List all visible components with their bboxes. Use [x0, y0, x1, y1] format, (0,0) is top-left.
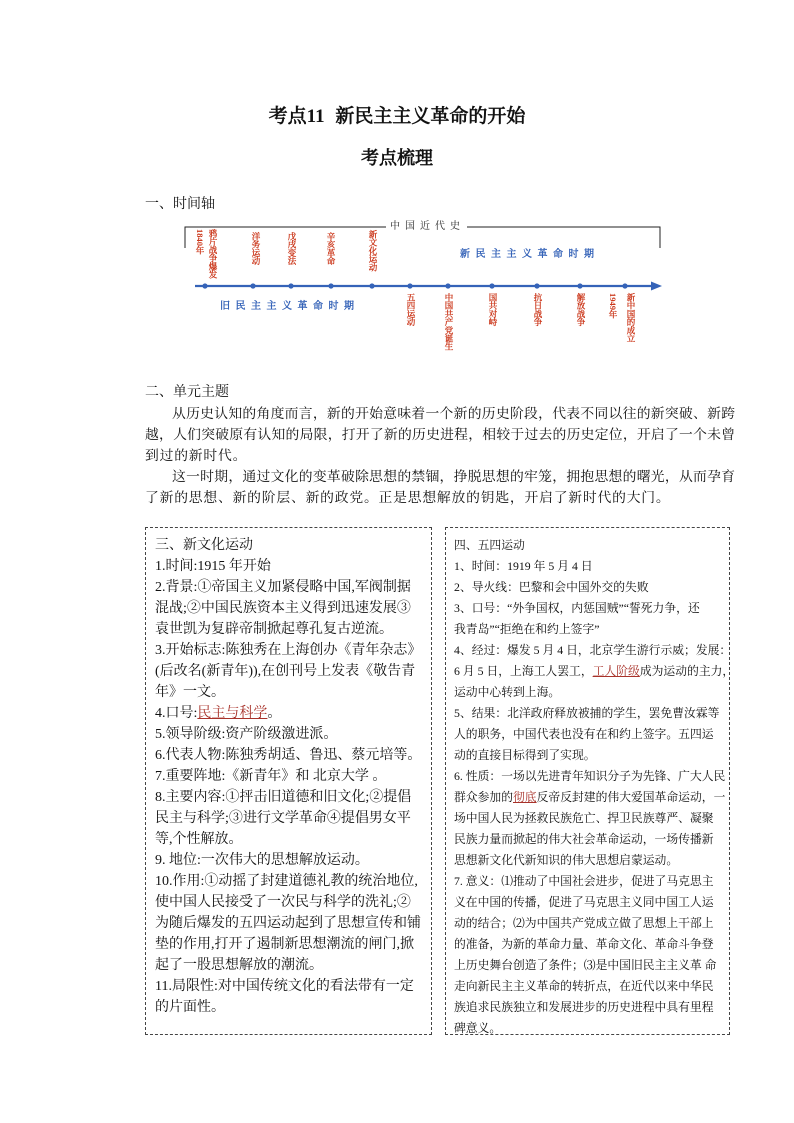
- box-line: 3、口号：“外争国权，内惩国贼”“誓死力争，还: [454, 600, 700, 615]
- timeline-event-xinhai-revolution: 辛亥革命: [326, 232, 336, 265]
- line-text: 群众参加的: [454, 789, 513, 804]
- box-line: 7. 意义：⑴推动了中国社会进步，促进了马克思主: [454, 873, 714, 888]
- timeline-event-kmt-cpc-confrontation: 国共对峙: [488, 293, 498, 326]
- box-line: 6. 性质：一场以先进青年知识分子为先锋、广大人民: [454, 768, 726, 783]
- box-line: 上历史舞台创造了条件；⑶是中国旧民主主义革 命: [454, 957, 717, 972]
- paragraph-line: 了新的思想、新的阶层、新的政党。正是思想解放的钥匙，开启了新时代的大门。: [145, 490, 671, 505]
- timeline-dot: [202, 283, 207, 288]
- box-line: 4、经过：爆发 5 月 4 日，北京学生游行示威；发展：: [454, 642, 732, 657]
- section-heading-unit-theme: 二、单元主题: [145, 385, 229, 400]
- timeline-dot: [250, 283, 255, 288]
- may-fourth-movement-box: [445, 527, 735, 1035]
- box-line: 动的直接目标得到了实现。: [454, 747, 596, 762]
- line-text: 6 月 5 日，上海工人罢工，: [454, 663, 593, 678]
- box-line: 义在中国的传播，促进了马克思主义同中国工人运: [454, 894, 714, 909]
- box-line: 为随后爆发的五四运动起到了思想宣传和铺: [155, 915, 421, 931]
- box-line: 民主与科学;③进行文学革命④提倡男女平: [155, 810, 411, 826]
- paragraph-line: 从历史认知的角度而言，新的开始意味着一个新的历史阶段，代表不同以往的新突破、新跨: [172, 406, 735, 421]
- box-line: 混战;②中国民族资本主义得到迅速发展③: [155, 600, 411, 616]
- box-line: [155, 703, 428, 724]
- line-text: 4.口号:: [155, 705, 198, 721]
- box-heading: 三、新文化运动: [155, 537, 253, 553]
- paragraph-line: 这一时期，通过文化的变革破除思想的禁锢，挣脱思想的牢笼，拥抱思想的曙光，从而孕育: [172, 469, 735, 484]
- box-line: 思想新文化代新知识的伟大思想启蒙运动。: [454, 852, 679, 867]
- box-line: 人的职务，中国代表也没有在和约上签字。五四运: [454, 726, 714, 741]
- timeline-event-reform-1898: 戊戌变法: [287, 232, 297, 265]
- box-line: 我青岛”“拒绝在和约上签字”: [454, 621, 600, 636]
- box-line: 5.领导阶级:资产阶级激进派。: [155, 726, 338, 742]
- box-line: 1、时间：1919 年 5 月 4 日: [454, 558, 593, 573]
- timeline-event-opium-war: 鸦片战争爆发: [208, 229, 218, 279]
- unit-theme-text: [145, 403, 735, 508]
- box-line: 的准备，为新的革命力量、革命文化、革命斗争登: [454, 936, 714, 951]
- timeline-event-liberation-war: 解放战争: [576, 293, 586, 326]
- timeline-dot: [445, 283, 450, 288]
- timeline-dot: [288, 283, 293, 288]
- timeline-dot: [534, 283, 539, 288]
- page-subtitle: 考点梳理: [361, 148, 433, 168]
- timeline-event-cpc-founded: 中国共产党诞生: [444, 293, 454, 351]
- timeline-event-self-strengthening: 洋务运动: [251, 232, 261, 265]
- period-label-new-democratic: 新民主主义革命时期: [460, 249, 600, 260]
- box-line: 1.时间:1915 年开始: [155, 558, 271, 574]
- box-line: [454, 787, 726, 808]
- box-line: 袁世凯为复辟帝制掀起尊孔复古逆流。: [155, 621, 393, 637]
- box-line: 运动中心转到上海。: [454, 684, 561, 699]
- box-line: (后改名(新青年)),在创刊号上发表《敬告青: [155, 663, 416, 679]
- box-line: 2.背景:①帝国主义加紧侵略中国,军阀制据: [155, 579, 411, 595]
- timeline-dot: [328, 283, 333, 288]
- box-line: 等,个性解放。: [155, 831, 243, 847]
- box-line: 年》一文。: [155, 684, 225, 700]
- paragraph-line: 越，人们突破原有认知的局限，打开了新的历史进程，相较于过去的历史定位，开启了一个未曾: [145, 427, 735, 442]
- box-line: [454, 661, 735, 682]
- box-line: 10.作用:①动摇了封建道德礼教的统治地位,: [155, 873, 418, 889]
- box-line: 7.重要阵地:《新青年》和 北京大学 。: [155, 768, 387, 784]
- box-line: 3.开始标志:陈独秀在上海创办《青年杂志》: [155, 642, 422, 658]
- box-line: 的片面性。: [155, 999, 225, 1015]
- box-line: 11.局限性:对中国传统文化的看法带有一定: [155, 978, 414, 994]
- timeline-dot: [369, 283, 374, 288]
- box-line: 起了一股思想解放的潮流。: [155, 957, 323, 973]
- box-line: 碑意义。: [454, 1020, 502, 1035]
- section-heading-timeline: 一、时间轴: [145, 197, 215, 212]
- timeline-event-new-culture: 新文化运动: [368, 230, 378, 272]
- box-line: 场中国人民为拯救民族危亡、捍卫民族尊严、凝聚: [454, 810, 714, 825]
- highlighted-term: 彻底: [513, 789, 537, 804]
- highlighted-term: 民主与科学: [197, 705, 268, 721]
- box-line: 使中国人民接受了一次民与科学的洗礼;②: [155, 894, 411, 910]
- box-line: 垫的作用,打开了遏制新思想潮流的闸门,掀: [155, 936, 414, 952]
- timeline-arrow-head: [651, 282, 662, 291]
- timeline-dot: [622, 283, 627, 288]
- new-culture-movement-box: [145, 527, 432, 1035]
- box-line: 5、结果：北洋政府释放被捕的学生，罢免曹汝霖等: [454, 705, 720, 720]
- timeline-dot: [489, 283, 494, 288]
- timeline-event-prc-founded: 新中国的成立: [626, 293, 636, 343]
- timeline-dot: [577, 283, 582, 288]
- box-line: 民族力量而掀起的伟大社会革命运动，一场传播新: [454, 831, 714, 846]
- box-line: 9. 地位:一次伟大的思想解放运动。: [155, 852, 369, 868]
- period-label-old-democratic: 旧民主主义革命时期: [220, 301, 360, 312]
- box-line: 2、导火线：巴黎和会中国外交的失败: [454, 579, 649, 594]
- line-text: 成为运动的主力，: [639, 663, 735, 678]
- era-label-modern-china: 中国近代史: [386, 221, 467, 233]
- box-line: 动的结合；⑵为中国共产党成立做了思想上干部上: [454, 915, 714, 930]
- line-text: 反帝反封建的伟大爱国革命运动，一: [536, 789, 726, 804]
- box-line: 族追求民族独立和发展进步的历史进程中具有里程: [454, 999, 714, 1014]
- timeline-year-1949: 1949年: [608, 293, 618, 319]
- box-line: 走向新民主主义革命的转折点，在近代以来中华民: [454, 978, 714, 993]
- timeline-event-anti-japanese-war: 抗日战争: [533, 293, 543, 326]
- box-line: 8.主要内容:①抨击旧道德和旧文化;②提倡: [155, 789, 412, 805]
- paragraph-line: 到过的新时代。: [145, 448, 248, 463]
- highlighted-term: 工人阶级: [592, 663, 640, 678]
- page-title: 考点11 新民主主义革命的开始: [268, 106, 526, 127]
- box-heading: 四、五四运动: [454, 537, 525, 552]
- line-text: 。: [267, 705, 282, 721]
- timeline-diagram: [180, 218, 670, 363]
- box-line: 6.代表人物:陈独秀胡适、鲁迅、蔡元培等。: [155, 747, 422, 763]
- timeline-dot: [407, 283, 412, 288]
- timeline-event-may-fourth: 五四运动: [406, 293, 416, 326]
- timeline-year-1840: 1840年: [195, 229, 205, 255]
